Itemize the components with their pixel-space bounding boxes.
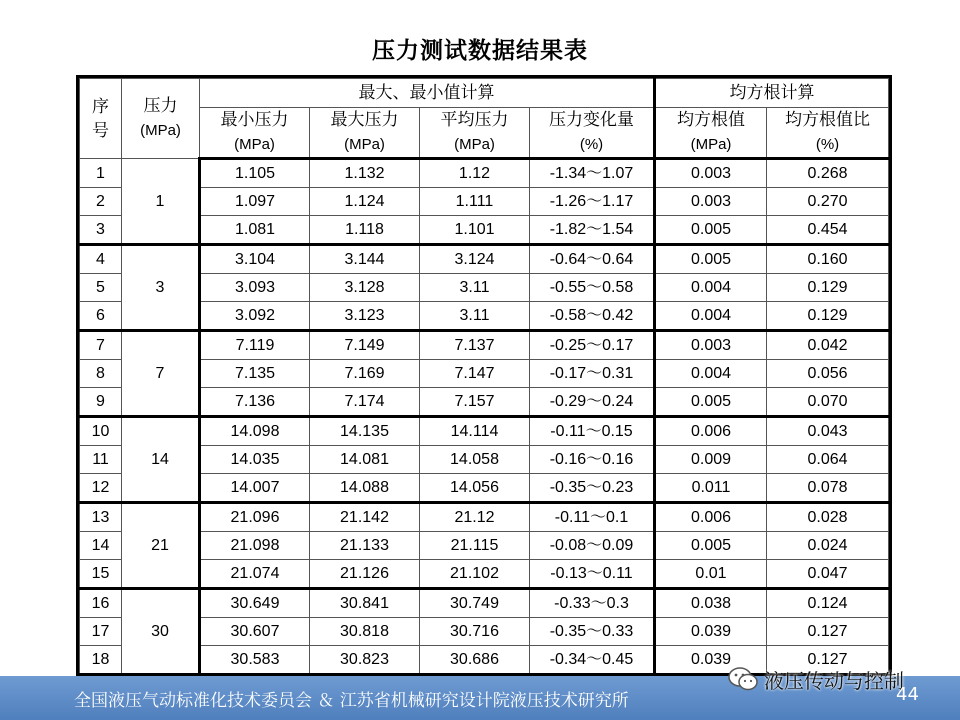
seq-cell: 4 [80,245,122,274]
header-unit: (MPa) [234,136,275,153]
pressure-group-cell: 3 [122,245,200,331]
avg-pressure-cell: 14.056 [420,474,530,503]
min-pressure-cell: 3.093 [200,274,310,302]
seq-cell: 10 [80,417,122,446]
header-pressure-unit: (MPa) [140,122,181,139]
max-pressure-cell: 21.142 [310,503,420,532]
rms-ratio-cell: 0.047 [767,560,889,589]
seq-cell: 11 [80,446,122,474]
pressure-change-cell: -0.58～0.42 [530,302,655,331]
header-pressure-change [530,108,655,159]
header-label: 最大压力 [330,110,399,129]
header-unit: (%) [815,136,840,153]
avg-pressure-cell: 7.137 [420,331,530,360]
rms-value-cell: 0.005 [655,245,767,274]
avg-pressure-cell: 21.115 [420,532,530,560]
seq-cell: 2 [80,188,122,216]
rms-ratio-cell: 0.043 [767,417,889,446]
header-seq [80,79,122,159]
pressure-change-cell: -1.82～1.54 [530,216,655,245]
rms-ratio-cell: 0.024 [767,532,889,560]
table-row [80,159,889,188]
avg-pressure-cell: 7.147 [420,360,530,388]
avg-pressure-cell: 14.114 [420,417,530,446]
page-number: 44 [896,684,919,705]
rms-value-cell: 0.003 [655,159,767,188]
min-pressure-cell: 7.136 [200,388,310,417]
rms-value-cell: 0.005 [655,532,767,560]
header-label: 平均压力 [440,110,509,129]
table-row [80,417,889,446]
seq-cell: 12 [80,474,122,503]
max-pressure-cell: 21.133 [310,532,420,560]
min-pressure-cell: 14.007 [200,474,310,503]
table-body [80,159,889,675]
max-pressure-cell: 3.128 [310,274,420,302]
seq-cell: 8 [80,360,122,388]
rms-value-cell: 0.009 [655,446,767,474]
seq-cell: 9 [80,388,122,417]
avg-pressure-cell: 30.686 [420,646,530,675]
avg-pressure-cell: 30.716 [420,618,530,646]
pressure-change-cell: -0.13～0.11 [530,560,655,589]
watermark-name: 液压传动与控制 [764,668,904,693]
min-pressure-cell: 7.135 [200,360,310,388]
table-row [80,560,889,589]
header-unit: (MPa) [344,136,385,153]
pressure-group-cell: 7 [122,331,200,417]
pressure-change-cell: -1.34～1.07 [530,159,655,188]
header-max-pressure [310,108,420,159]
max-pressure-cell: 30.823 [310,646,420,675]
table-row [80,188,889,216]
max-pressure-cell: 21.126 [310,560,420,589]
header-rms-value [655,108,767,159]
wechat-icon [728,667,758,691]
footer-organizations: 全国液压气动标准化技术委员会 ＆ 江苏省机械研究设计院液压技术研究所 [74,691,629,711]
seq-cell: 6 [80,302,122,331]
seq-cell: 14 [80,532,122,560]
pressure-change-cell: -0.29～0.24 [530,388,655,417]
rms-value-cell: 0.006 [655,417,767,446]
avg-pressure-cell: 3.11 [420,302,530,331]
seq-cell: 15 [80,560,122,589]
rms-value-cell: 0.004 [655,360,767,388]
max-pressure-cell: 1.132 [310,159,420,188]
max-pressure-cell: 30.818 [310,618,420,646]
seq-cell: 18 [80,646,122,675]
seq-cell: 5 [80,274,122,302]
min-pressure-cell: 21.098 [200,532,310,560]
min-pressure-cell: 30.607 [200,618,310,646]
pressure-group-cell: 1 [122,159,200,245]
pressure-group-cell: 21 [122,503,200,589]
seq-cell: 13 [80,503,122,532]
table-row [80,360,889,388]
min-pressure-cell: 1.081 [200,216,310,245]
table-row [80,302,889,331]
pressure-change-cell: -0.25～0.17 [530,331,655,360]
max-pressure-cell: 14.088 [310,474,420,503]
avg-pressure-cell: 21.102 [420,560,530,589]
rms-value-cell: 0.003 [655,188,767,216]
max-pressure-cell: 1.124 [310,188,420,216]
table-row [80,618,889,646]
header-label: 压力变化量 [549,110,634,129]
rms-value-cell: 0.004 [655,274,767,302]
pressure-change-cell: -0.08～0.09 [530,532,655,560]
table-row [80,446,889,474]
max-pressure-cell: 7.174 [310,388,420,417]
table-row [80,474,889,503]
rms-ratio-cell: 0.070 [767,388,889,417]
table-row [80,503,889,532]
header-seq-label: 序号 [92,96,109,140]
page-title: 压力测试数据结果表 [372,37,588,64]
max-pressure-cell: 14.081 [310,446,420,474]
rms-value-cell: 0.039 [655,618,767,646]
rms-ratio-cell: 0.124 [767,589,889,618]
header-unit: (%) [579,136,604,153]
rms-ratio-cell: 0.127 [767,618,889,646]
rms-ratio-cell: 0.042 [767,331,889,360]
table-row [80,388,889,417]
seq-cell: 3 [80,216,122,245]
seq-cell: 17 [80,618,122,646]
pressure-change-cell: -0.16～0.16 [530,446,655,474]
table-row [80,331,889,360]
rms-value-cell: 0.038 [655,589,767,618]
min-pressure-cell: 7.119 [200,331,310,360]
header-min-pressure [200,108,310,159]
results-table-frame [76,75,892,679]
min-pressure-cell: 14.098 [200,417,310,446]
min-pressure-cell: 30.583 [200,646,310,675]
min-pressure-cell: 1.105 [200,159,310,188]
header-pressure [122,79,200,159]
pressure-change-cell: -0.33～0.3 [530,589,655,618]
min-pressure-cell: 14.035 [200,446,310,474]
pressure-change-cell: -0.35～0.33 [530,618,655,646]
max-pressure-cell: 1.118 [310,216,420,245]
avg-pressure-cell: 30.749 [420,589,530,618]
max-pressure-cell: 30.841 [310,589,420,618]
table-row [80,532,889,560]
rms-ratio-cell: 0.127 [767,646,889,675]
table-row [80,245,889,274]
rms-ratio-cell: 0.270 [767,188,889,216]
min-pressure-cell: 1.097 [200,188,310,216]
pressure-change-cell: -0.35～0.23 [530,474,655,503]
min-pressure-cell: 21.074 [200,560,310,589]
table-row [80,216,889,245]
table-row [80,274,889,302]
rms-value-cell: 0.004 [655,302,767,331]
max-pressure-cell: 14.135 [310,417,420,446]
seq-cell: 7 [80,331,122,360]
header-unit: (MPa) [690,136,732,153]
min-pressure-cell: 3.104 [200,245,310,274]
pressure-group-cell: 14 [122,417,200,503]
rms-ratio-cell: 0.268 [767,159,889,188]
rms-ratio-cell: 0.160 [767,245,889,274]
pressure-change-cell: -0.64～0.64 [530,245,655,274]
seq-cell: 16 [80,589,122,618]
max-pressure-cell: 3.123 [310,302,420,331]
max-pressure-cell: 7.169 [310,360,420,388]
pressure-change-cell: -0.55～0.58 [530,274,655,302]
seq-cell: 1 [80,159,122,188]
rms-ratio-cell: 0.056 [767,360,889,388]
rms-value-cell: 0.011 [655,474,767,503]
rms-ratio-cell: 0.064 [767,446,889,474]
max-pressure-cell: 7.149 [310,331,420,360]
rms-value-cell: 0.005 [655,216,767,245]
rms-ratio-cell: 0.028 [767,503,889,532]
rms-value-cell: 0.005 [655,388,767,417]
header-avg-pressure [420,108,530,159]
min-pressure-cell: 21.096 [200,503,310,532]
results-table [79,78,889,676]
header-pressure-label: 压力 [143,96,178,115]
header-rms-group: 均方根计算 [655,79,889,108]
min-pressure-cell: 30.649 [200,589,310,618]
avg-pressure-cell: 14.058 [420,446,530,474]
min-pressure-cell: 3.092 [200,302,310,331]
rms-ratio-cell: 0.129 [767,302,889,331]
header-label: 均方根值比 [785,110,870,129]
rms-value-cell: 0.003 [655,331,767,360]
header-unit: (MPa) [454,136,495,153]
avg-pressure-cell: 1.111 [420,188,530,216]
avg-pressure-cell: 1.101 [420,216,530,245]
rms-value-cell: 0.006 [655,503,767,532]
pressure-change-cell: -0.34～0.45 [530,646,655,675]
header-label: 均方根值 [677,110,745,129]
pressure-change-cell: -0.11～0.15 [530,417,655,446]
header-minmax-group: 最大、最小值计算 [200,79,655,108]
rms-value-cell: 0.01 [655,560,767,589]
avg-pressure-cell: 3.124 [420,245,530,274]
pressure-change-cell: -0.11～0.1 [530,503,655,532]
avg-pressure-cell: 7.157 [420,388,530,417]
pressure-change-cell: -0.17～0.31 [530,360,655,388]
header-label: 最小压力 [220,110,289,129]
pressure-change-cell: -1.26～1.17 [530,188,655,216]
max-pressure-cell: 3.144 [310,245,420,274]
watermark [728,664,960,694]
rms-ratio-cell: 0.129 [767,274,889,302]
avg-pressure-cell: 3.11 [420,274,530,302]
avg-pressure-cell: 1.12 [420,159,530,188]
rms-ratio-cell: 0.078 [767,474,889,503]
pressure-group-cell: 30 [122,589,200,675]
header-rms-ratio [767,108,889,159]
rms-ratio-cell: 0.454 [767,216,889,245]
rms-value-cell: 0.039 [655,646,767,675]
table-row [80,589,889,618]
avg-pressure-cell: 21.12 [420,503,530,532]
